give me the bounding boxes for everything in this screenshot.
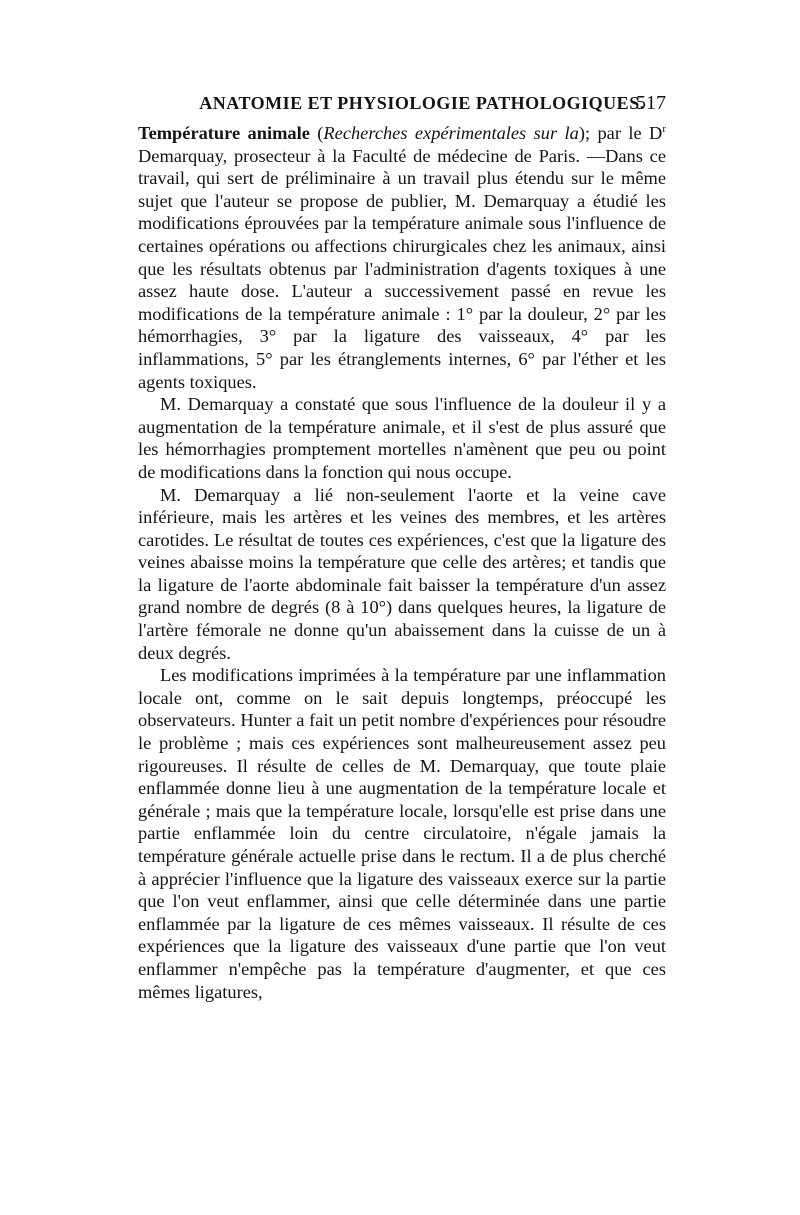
running-title: ANATOMIE ET PHYSIOLOGIE PATHOLOGIQUES.	[199, 93, 645, 113]
page-number: 517	[636, 92, 666, 114]
heading-paren-open: (	[309, 123, 324, 143]
heading-paren-close: );	[578, 123, 591, 143]
paragraph-1-text: Demarquay, prosecteur à la Faculté de médecine de Paris. —Dans ce travail, qui sert de préliminaire à un travail plus étendu sur le même sujet que l'auteur se propose de publier, M. Demarquay a étudié les modifications éprouvées par la température animale sous l'influence de certaines opérations ou affections chirurgicales chez les animaux, ainsi que les résultats obtenus par l'administration d'agents toxiques à une assez haute dose. L'auteur a successivement passé en revue les modifications de la température animale : 1° par la douleur, 2° par les hémorrhagies, 3° par la ligature des vaisseaux, 4° par les inflammations, 5° par les étranglements internes, 6° par l'éther et les agents toxiques.	[138, 145, 666, 392]
running-head	[138, 92, 666, 114]
article-body	[138, 122, 666, 1003]
byline-prefix: par le D	[590, 123, 663, 143]
byline-superscript: r	[662, 123, 666, 135]
heading-subtitle: Recherches expérimentales sur la	[323, 123, 579, 143]
paragraph-3: M. Demarquay a lié non-seulement l'aorte et la veine cave inférieure, mais les artères et les veines des membres, et les artères carotides. Le résultat de toutes ces expériences, c'est que la ligature des veines abaisse moins la température que celle des artères; et tandis que la ligature de l'aorte abdominale fait baisser la température d'un assez grand nombre de degrés (8 à 10°) dans quelques heures, la ligature de l'artère fémorale ne donne qu'un abaissement dans la cuisse de un à deux degrés.	[138, 484, 666, 663]
paragraph-4: Les modifications imprimées à la température par une inflammation locale ont, comme on le sait depuis longtemps, préoccupé les observateurs. Hunter a fait un petit nombre d'expériences pour résoudre le problème ; mais ces expériences sont malheureusement assez peu rigoureuses. Il résulte de celles de M. Demarquay, que toute plaie enflammée donne lieu à une augmentation de la température locale et générale ; mais que la température locale, lorsqu'elle est prise dans une partie enflammée loin du centre circulatoire, n'égale jamais la température générale actuelle prise dans le rectum. Il a de plus cherché à apprécier l'influence que la ligature des vaisseaux exerce sur la partie que l'on veut enflammer, ainsi que celle déterminée dans une partie enflammée par la ligature de ces mêmes vaisseaux. Il résulte de ces expériences que la ligature des vaisseaux d'une partie que l'on veut enflammer n'empêche pas la température d'augmenter, et que ces mêmes ligatures,	[138, 665, 666, 1002]
paragraph-1	[138, 122, 666, 393]
article-heading: Température animale	[138, 123, 310, 143]
paragraph-2: M. Demarquay a constaté que sous l'influence de la douleur il y a augmentation de la température animale, et il s'est de plus assuré que les hémorrhagies promptement mortelles n'amènent que peu ou point de modifications dans la fonction qui nous occupe.	[138, 394, 666, 482]
